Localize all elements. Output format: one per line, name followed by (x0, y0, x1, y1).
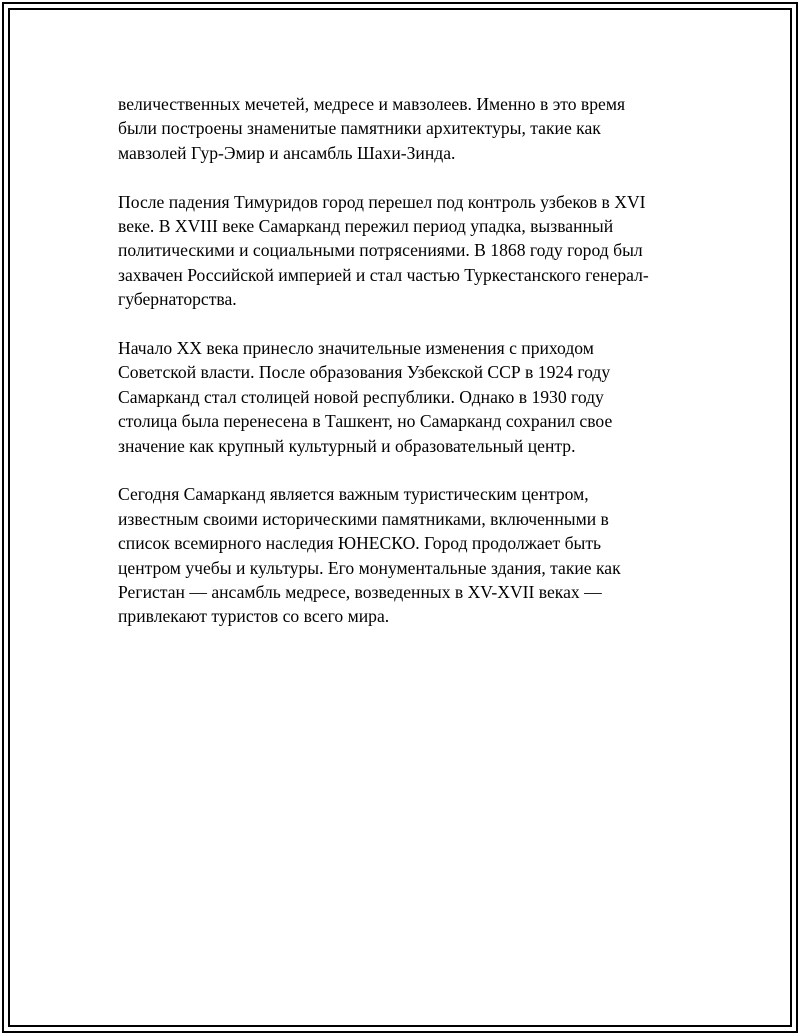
text-line: центром учебы и культуры. Его монументальные здания, такие как (118, 557, 621, 578)
text-line: список всемирного наследия ЮНЕСКО. Город продолжает быть (118, 533, 602, 554)
document-body (118, 92, 688, 653)
paragraph-1 (118, 92, 688, 165)
text-line: мавзолей Гур-Эмир и ансамбль Шахи-Зинда. (118, 142, 456, 163)
paragraph-4 (118, 482, 688, 628)
text-line: Самарканд стал столицей новой республики. Однако в 1930 году (118, 386, 604, 407)
text-line: были построены знаменитые памятники архитектуры, такие как (118, 118, 601, 139)
text-line: политическими и социальными потрясениями. В 1868 году город был (118, 240, 643, 261)
text-line: Советской власти. После образования Узбекской ССР в 1924 году (118, 362, 611, 383)
text-line: губернаторства. (118, 289, 237, 310)
text-line: привлекают туристов со всего мира. (118, 606, 390, 627)
text-line: Сегодня Самарканд является важным туристическим центром, (118, 484, 589, 505)
text-line: захвачен Российской империей и стал частью Туркестанского генерал- (118, 264, 649, 285)
text-line: величественных мечетей, медресе и мавзолеев. Именно в это время (118, 94, 626, 114)
text-line: Регистан — ансамбль медресе, возведенных в XV-XVII веках — (118, 582, 602, 603)
text-line: известным своими историческими памятниками, включенными в (118, 508, 609, 529)
text-line: столица была перенесена в Ташкент, но Самарканд сохранил свое (118, 411, 613, 432)
paragraph-2 (118, 190, 688, 312)
text-line: веке. В XVIII веке Самарканд пережил период упадка, вызванный (118, 216, 614, 237)
text-line: После падения Тимуридов город перешел под контроль узбеков в XVI (118, 191, 646, 212)
text-line: Начало XX века принесло значительные изменения с приходом (118, 338, 594, 359)
paragraph-3 (118, 336, 688, 458)
text-line: значение как крупный культурный и образовательный центр. (118, 435, 576, 456)
